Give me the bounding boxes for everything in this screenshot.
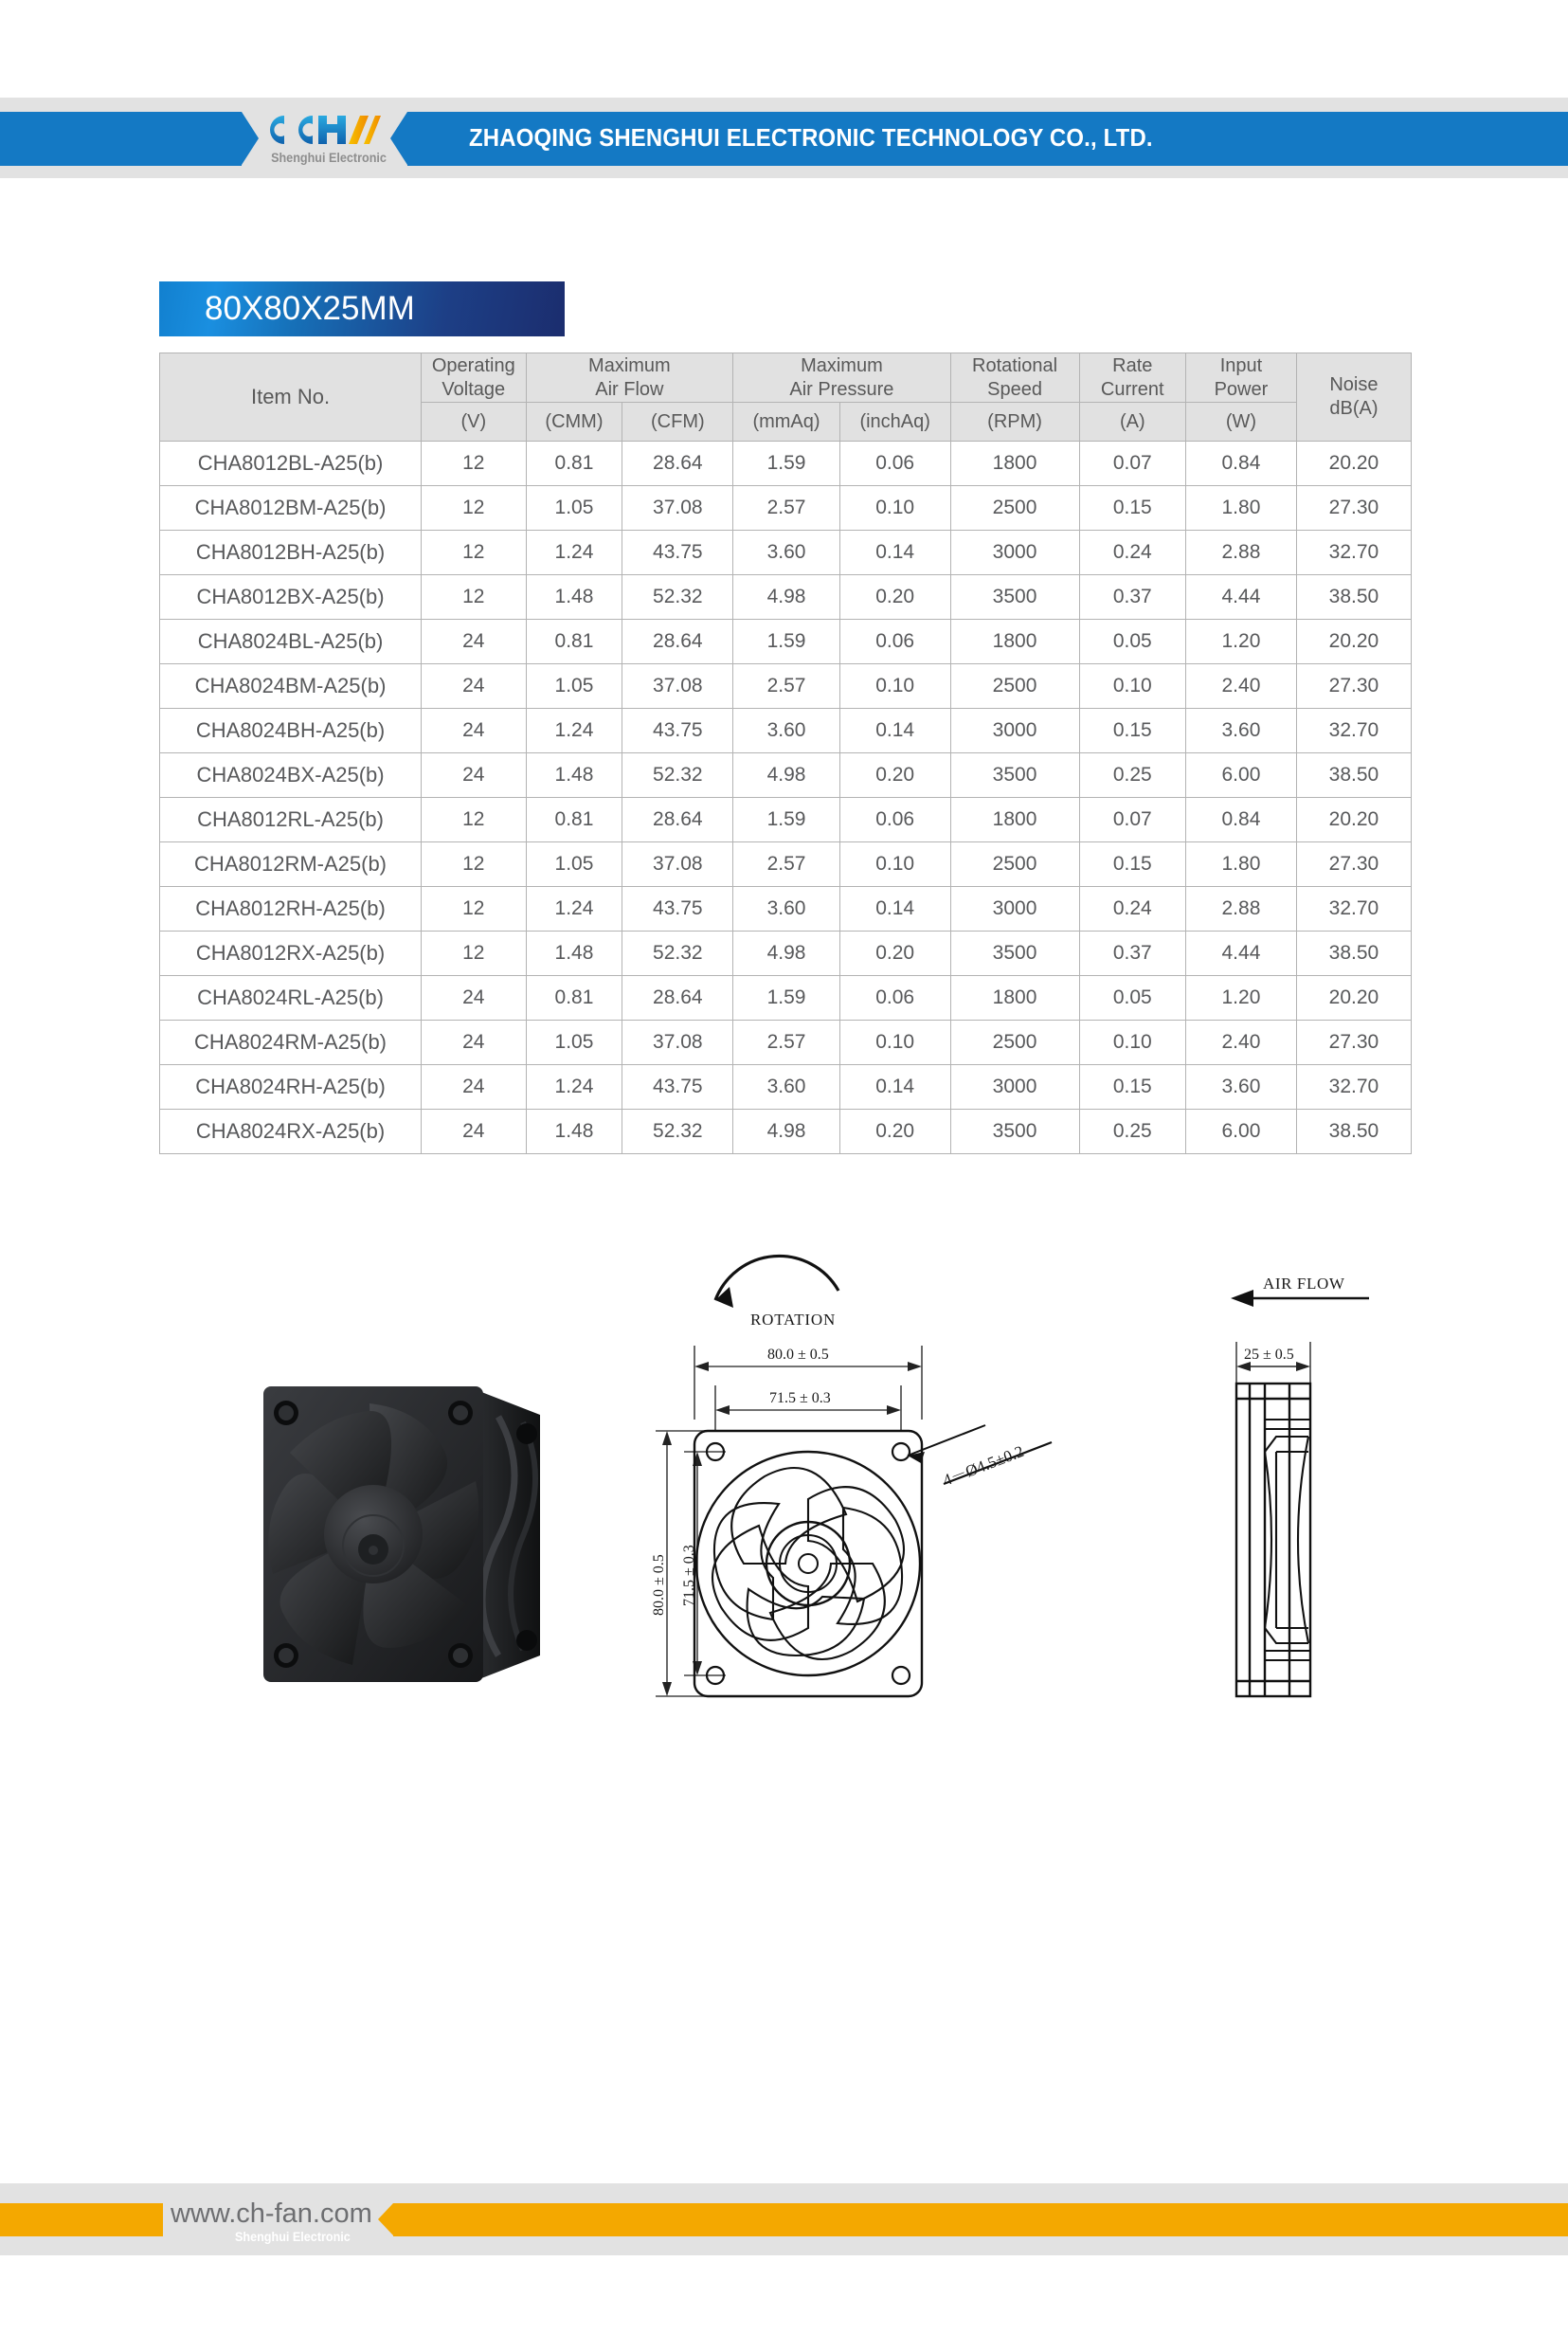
cell-db: 20.20 bbox=[1296, 976, 1411, 1021]
cell-cmm: 1.05 bbox=[526, 1021, 622, 1065]
cell-v: 24 bbox=[422, 664, 526, 709]
table-row bbox=[160, 1110, 1412, 1154]
cell-v: 12 bbox=[422, 887, 526, 932]
cell-db: 38.50 bbox=[1296, 753, 1411, 798]
cell-item: CHA8024BH-A25(b) bbox=[160, 709, 422, 753]
cell-inchaq: 0.20 bbox=[839, 753, 950, 798]
cell-item: CHA8024RX-A25(b) bbox=[160, 1110, 422, 1154]
footer-website-url[interactable]: www.ch-fan.com bbox=[171, 2198, 372, 2229]
cell-mmaq: 1.59 bbox=[733, 976, 840, 1021]
air-flow-label: AIR FLOW bbox=[1263, 1275, 1345, 1293]
cell-cmm: 1.48 bbox=[526, 932, 622, 976]
cell-cmm: 1.48 bbox=[526, 1110, 622, 1154]
dim-height-overall bbox=[651, 1431, 672, 1696]
cell-cfm: 52.32 bbox=[622, 1110, 733, 1154]
cell-mmaq: 1.59 bbox=[733, 620, 840, 664]
col-rate-current-l1: Rate bbox=[1112, 354, 1153, 376]
cell-v: 24 bbox=[422, 753, 526, 798]
cell-rpm: 1800 bbox=[950, 620, 1079, 664]
cell-db: 32.70 bbox=[1296, 887, 1411, 932]
col-max-air-flow bbox=[526, 353, 733, 403]
col-max-air-pressure-l1: Maximum bbox=[801, 354, 883, 376]
table-row bbox=[160, 887, 1412, 932]
cell-db: 38.50 bbox=[1296, 575, 1411, 620]
col-max-air-flow-l1: Maximum bbox=[588, 354, 671, 376]
table-row bbox=[160, 753, 1412, 798]
cell-db: 27.30 bbox=[1296, 486, 1411, 531]
cell-cfm: 28.64 bbox=[622, 976, 733, 1021]
cell-item: CHA8012BX-A25(b) bbox=[160, 575, 422, 620]
table-row bbox=[160, 709, 1412, 753]
cell-mmaq: 2.57 bbox=[733, 842, 840, 887]
table-row bbox=[160, 531, 1412, 575]
cell-w: 2.40 bbox=[1186, 664, 1297, 709]
unit-cfm: (CFM) bbox=[622, 403, 733, 442]
footer-subtitle: Shenghui Electronic bbox=[235, 2229, 351, 2244]
fan-product-photo bbox=[227, 1360, 578, 1710]
dim-height-pitch bbox=[681, 1452, 702, 1675]
cell-db: 38.50 bbox=[1296, 932, 1411, 976]
col-noise-unit: dB(A) bbox=[1329, 398, 1379, 419]
cell-db: 32.70 bbox=[1296, 709, 1411, 753]
cell-v: 12 bbox=[422, 932, 526, 976]
impeller-blades bbox=[712, 1468, 904, 1659]
cell-w: 0.84 bbox=[1186, 442, 1297, 486]
cell-w: 3.60 bbox=[1186, 1065, 1297, 1110]
cell-db: 27.30 bbox=[1296, 1021, 1411, 1065]
cell-cfm: 43.75 bbox=[622, 887, 733, 932]
table-header bbox=[160, 353, 1412, 442]
table-row bbox=[160, 442, 1412, 486]
col-rotational-speed-l1: Rotational bbox=[972, 354, 1058, 376]
cell-cfm: 52.32 bbox=[622, 753, 733, 798]
cell-rpm: 2500 bbox=[950, 486, 1079, 531]
cell-inchaq: 0.14 bbox=[839, 531, 950, 575]
cell-cfm: 37.08 bbox=[622, 664, 733, 709]
cell-db: 20.20 bbox=[1296, 798, 1411, 842]
cell-item: CHA8012RL-A25(b) bbox=[160, 798, 422, 842]
cell-item: CHA8024RH-A25(b) bbox=[160, 1065, 422, 1110]
cell-cmm: 1.24 bbox=[526, 531, 622, 575]
cell-mmaq: 3.60 bbox=[733, 887, 840, 932]
cell-mmaq: 4.98 bbox=[733, 575, 840, 620]
cell-mmaq: 2.57 bbox=[733, 1021, 840, 1065]
cell-a: 0.24 bbox=[1079, 887, 1186, 932]
table-row bbox=[160, 575, 1412, 620]
cell-w: 6.00 bbox=[1186, 1110, 1297, 1154]
cell-cfm: 52.32 bbox=[622, 932, 733, 976]
cell-v: 24 bbox=[422, 1021, 526, 1065]
cell-w: 3.60 bbox=[1186, 709, 1297, 753]
cell-w: 4.44 bbox=[1186, 932, 1297, 976]
cell-w: 2.88 bbox=[1186, 531, 1297, 575]
cell-mmaq: 3.60 bbox=[733, 709, 840, 753]
cell-cmm: 0.81 bbox=[526, 442, 622, 486]
cell-rpm: 3500 bbox=[950, 575, 1079, 620]
cell-rpm: 2500 bbox=[950, 664, 1079, 709]
col-rate-current bbox=[1079, 353, 1186, 403]
table-row bbox=[160, 976, 1412, 1021]
cell-v: 12 bbox=[422, 442, 526, 486]
unit-inchaq: (inchAq) bbox=[839, 403, 950, 442]
cell-db: 27.30 bbox=[1296, 664, 1411, 709]
cell-cfm: 28.64 bbox=[622, 798, 733, 842]
table-row bbox=[160, 620, 1412, 664]
table-header-group-row bbox=[160, 353, 1412, 403]
cell-inchaq: 0.14 bbox=[839, 709, 950, 753]
cell-v: 12 bbox=[422, 798, 526, 842]
cell-db: 38.50 bbox=[1296, 1110, 1411, 1154]
dim-width-pitch-label: 71.5 ± 0.3 bbox=[769, 1390, 831, 1406]
cell-w: 1.80 bbox=[1186, 486, 1297, 531]
cell-mmaq: 4.98 bbox=[733, 753, 840, 798]
cell-inchaq: 0.20 bbox=[839, 575, 950, 620]
cell-item: CHA8012BH-A25(b) bbox=[160, 531, 422, 575]
cell-v: 24 bbox=[422, 620, 526, 664]
cell-inchaq: 0.06 bbox=[839, 620, 950, 664]
cell-w: 2.88 bbox=[1186, 887, 1297, 932]
col-noise bbox=[1296, 353, 1411, 442]
cell-cmm: 1.05 bbox=[526, 486, 622, 531]
cell-item: CHA8012RM-A25(b) bbox=[160, 842, 422, 887]
cell-db: 20.20 bbox=[1296, 620, 1411, 664]
cell-cfm: 37.08 bbox=[622, 1021, 733, 1065]
cell-item: CHA8024BL-A25(b) bbox=[160, 620, 422, 664]
cell-a: 0.10 bbox=[1079, 1021, 1186, 1065]
table-row bbox=[160, 1065, 1412, 1110]
cell-cmm: 1.48 bbox=[526, 575, 622, 620]
col-rate-current-l2: Current bbox=[1100, 378, 1164, 400]
cell-cfm: 43.75 bbox=[622, 1065, 733, 1110]
col-rotational-speed-l2: Speed bbox=[987, 378, 1042, 400]
col-max-air-flow-l2: Air Flow bbox=[595, 378, 664, 400]
cell-a: 0.25 bbox=[1079, 753, 1186, 798]
dim-width-overall bbox=[694, 1347, 922, 1371]
cell-inchaq: 0.14 bbox=[839, 1065, 950, 1110]
cell-a: 0.15 bbox=[1079, 486, 1186, 531]
cell-a: 0.05 bbox=[1079, 976, 1186, 1021]
table-body bbox=[160, 442, 1412, 1154]
fan-side-view-drawing bbox=[1217, 1251, 1416, 1782]
table-row bbox=[160, 664, 1412, 709]
cell-inchaq: 0.10 bbox=[839, 486, 950, 531]
cell-db: 20.20 bbox=[1296, 442, 1411, 486]
cell-item: CHA8024RM-A25(b) bbox=[160, 1021, 422, 1065]
page-title: 80X80X25MM bbox=[159, 281, 565, 336]
cell-rpm: 3000 bbox=[950, 709, 1079, 753]
cell-mmaq: 4.98 bbox=[733, 1110, 840, 1154]
cell-w: 2.40 bbox=[1186, 1021, 1297, 1065]
cell-mmaq: 4.98 bbox=[733, 932, 840, 976]
cell-rpm: 1800 bbox=[950, 442, 1079, 486]
cell-item: CHA8024BM-A25(b) bbox=[160, 664, 422, 709]
col-item-no: Item No. bbox=[160, 353, 422, 442]
cell-item: CHA8012BL-A25(b) bbox=[160, 442, 422, 486]
col-input-power bbox=[1186, 353, 1297, 403]
col-operating-voltage-l2: Voltage bbox=[442, 378, 506, 400]
cell-a: 0.24 bbox=[1079, 531, 1186, 575]
rotation-arrow-icon bbox=[715, 1256, 838, 1308]
col-input-power-l1: Input bbox=[1219, 354, 1263, 376]
footer-accent-left bbox=[0, 2203, 163, 2236]
fan-front-view-drawing bbox=[644, 1251, 1213, 1782]
dim-width-overall-label: 80.0 ± 0.5 bbox=[767, 1347, 829, 1363]
cell-cmm: 1.24 bbox=[526, 1065, 622, 1110]
cell-cfm: 28.64 bbox=[622, 620, 733, 664]
cell-rpm: 1800 bbox=[950, 976, 1079, 1021]
dim-height-pitch-label: 71.5 ± 0.3 bbox=[681, 1545, 697, 1606]
cell-rpm: 3000 bbox=[950, 531, 1079, 575]
cell-v: 24 bbox=[422, 1110, 526, 1154]
unit-watt: (W) bbox=[1186, 403, 1297, 442]
unit-cmm: (CMM) bbox=[526, 403, 622, 442]
table-row bbox=[160, 1021, 1412, 1065]
cell-cfm: 52.32 bbox=[622, 575, 733, 620]
unit-amp: (A) bbox=[1079, 403, 1186, 442]
cell-cmm: 0.81 bbox=[526, 976, 622, 1021]
cell-db: 32.70 bbox=[1296, 531, 1411, 575]
cell-w: 1.20 bbox=[1186, 620, 1297, 664]
col-input-power-l2: Power bbox=[1214, 378, 1269, 400]
hole-callout bbox=[908, 1425, 1052, 1490]
cell-a: 0.10 bbox=[1079, 664, 1186, 709]
table-row bbox=[160, 798, 1412, 842]
cell-a: 0.37 bbox=[1079, 575, 1186, 620]
cell-v: 12 bbox=[422, 531, 526, 575]
cell-cfm: 37.08 bbox=[622, 486, 733, 531]
cell-item: CHA8012RX-A25(b) bbox=[160, 932, 422, 976]
cell-cfm: 28.64 bbox=[622, 442, 733, 486]
unit-mmaq: (mmAq) bbox=[733, 403, 840, 442]
col-max-air-pressure-l2: Air Pressure bbox=[789, 378, 894, 400]
cell-w: 0.84 bbox=[1186, 798, 1297, 842]
col-max-air-pressure bbox=[733, 353, 950, 403]
fan-side-internals bbox=[1265, 1420, 1310, 1660]
dim-depth bbox=[1236, 1347, 1310, 1371]
hole-callout-label: 4－Ø4.5±0.2 bbox=[940, 1441, 1027, 1490]
mounting-holes bbox=[707, 1443, 910, 1684]
cell-w: 1.80 bbox=[1186, 842, 1297, 887]
cell-inchaq: 0.10 bbox=[839, 1021, 950, 1065]
cell-inchaq: 0.10 bbox=[839, 664, 950, 709]
cell-inchaq: 0.10 bbox=[839, 842, 950, 887]
cell-w: 6.00 bbox=[1186, 753, 1297, 798]
cell-rpm: 3500 bbox=[950, 932, 1079, 976]
cell-cfm: 43.75 bbox=[622, 531, 733, 575]
cell-mmaq: 1.59 bbox=[733, 798, 840, 842]
company-name: ZHAOQING SHENGHUI ELECTRONIC TECHNOLOGY CO., LTD. bbox=[469, 123, 1153, 152]
header-accent-left bbox=[0, 112, 242, 166]
cell-mmaq: 3.60 bbox=[733, 1065, 840, 1110]
cell-cmm: 0.81 bbox=[526, 620, 622, 664]
cell-rpm: 3500 bbox=[950, 753, 1079, 798]
cell-db: 27.30 bbox=[1296, 842, 1411, 887]
cell-v: 12 bbox=[422, 575, 526, 620]
drawings-area bbox=[0, 1251, 1568, 1819]
cell-v: 24 bbox=[422, 709, 526, 753]
cell-mmaq: 2.57 bbox=[733, 664, 840, 709]
cell-w: 4.44 bbox=[1186, 575, 1297, 620]
dim-depth-label: 25 ± 0.5 bbox=[1244, 1347, 1294, 1363]
company-logo bbox=[244, 104, 413, 172]
specification-table bbox=[159, 353, 1412, 1154]
cell-a: 0.15 bbox=[1079, 842, 1186, 887]
cell-rpm: 3000 bbox=[950, 887, 1079, 932]
cell-v: 24 bbox=[422, 1065, 526, 1110]
cell-cmm: 1.05 bbox=[526, 842, 622, 887]
cell-db: 32.70 bbox=[1296, 1065, 1411, 1110]
cell-rpm: 1800 bbox=[950, 798, 1079, 842]
table-row bbox=[160, 842, 1412, 887]
cell-a: 0.07 bbox=[1079, 442, 1186, 486]
table-row bbox=[160, 932, 1412, 976]
fan-photo-image bbox=[227, 1360, 578, 1710]
col-operating-voltage-l1: Operating bbox=[431, 354, 515, 376]
cell-v: 12 bbox=[422, 842, 526, 887]
cell-a: 0.05 bbox=[1079, 620, 1186, 664]
cell-w: 1.20 bbox=[1186, 976, 1297, 1021]
cell-cmm: 1.24 bbox=[526, 709, 622, 753]
unit-rpm: (RPM) bbox=[950, 403, 1079, 442]
cell-a: 0.15 bbox=[1079, 1065, 1186, 1110]
cell-cfm: 37.08 bbox=[622, 842, 733, 887]
cell-inchaq: 0.06 bbox=[839, 976, 950, 1021]
cell-a: 0.25 bbox=[1079, 1110, 1186, 1154]
cell-v: 24 bbox=[422, 976, 526, 1021]
cch-logo-icon bbox=[254, 106, 406, 152]
cell-item: CHA8024RL-A25(b) bbox=[160, 976, 422, 1021]
cell-a: 0.07 bbox=[1079, 798, 1186, 842]
cell-inchaq: 0.20 bbox=[839, 932, 950, 976]
fan-side-outline bbox=[1236, 1384, 1310, 1696]
col-operating-voltage bbox=[422, 353, 526, 403]
cell-v: 12 bbox=[422, 486, 526, 531]
cell-item: CHA8012BM-A25(b) bbox=[160, 486, 422, 531]
dim-width-pitch bbox=[715, 1390, 901, 1415]
cell-rpm: 3000 bbox=[950, 1065, 1079, 1110]
cell-cmm: 1.24 bbox=[526, 887, 622, 932]
table-row bbox=[160, 486, 1412, 531]
col-noise-label: Noise bbox=[1329, 374, 1379, 395]
cell-item: CHA8012RH-A25(b) bbox=[160, 887, 422, 932]
cell-inchaq: 0.14 bbox=[839, 887, 950, 932]
rotation-label: ROTATION bbox=[750, 1311, 837, 1329]
unit-voltage: (V) bbox=[422, 403, 526, 442]
cell-rpm: 3500 bbox=[950, 1110, 1079, 1154]
footer-accent-right bbox=[393, 2203, 1568, 2236]
cell-mmaq: 1.59 bbox=[733, 442, 840, 486]
cell-mmaq: 3.60 bbox=[733, 531, 840, 575]
logo-subtitle: Shenghui Electronic bbox=[271, 150, 387, 165]
cell-cmm: 1.05 bbox=[526, 664, 622, 709]
cell-cmm: 0.81 bbox=[526, 798, 622, 842]
cell-cmm: 1.48 bbox=[526, 753, 622, 798]
cell-inchaq: 0.06 bbox=[839, 798, 950, 842]
cell-rpm: 2500 bbox=[950, 1021, 1079, 1065]
cell-a: 0.15 bbox=[1079, 709, 1186, 753]
cell-a: 0.37 bbox=[1079, 932, 1186, 976]
cell-inchaq: 0.06 bbox=[839, 442, 950, 486]
cell-item: CHA8024BX-A25(b) bbox=[160, 753, 422, 798]
cell-inchaq: 0.20 bbox=[839, 1110, 950, 1154]
col-rotational-speed bbox=[950, 353, 1079, 403]
cell-mmaq: 2.57 bbox=[733, 486, 840, 531]
dim-height-overall-label: 80.0 ± 0.5 bbox=[651, 1554, 667, 1616]
cell-rpm: 2500 bbox=[950, 842, 1079, 887]
cell-cfm: 43.75 bbox=[622, 709, 733, 753]
